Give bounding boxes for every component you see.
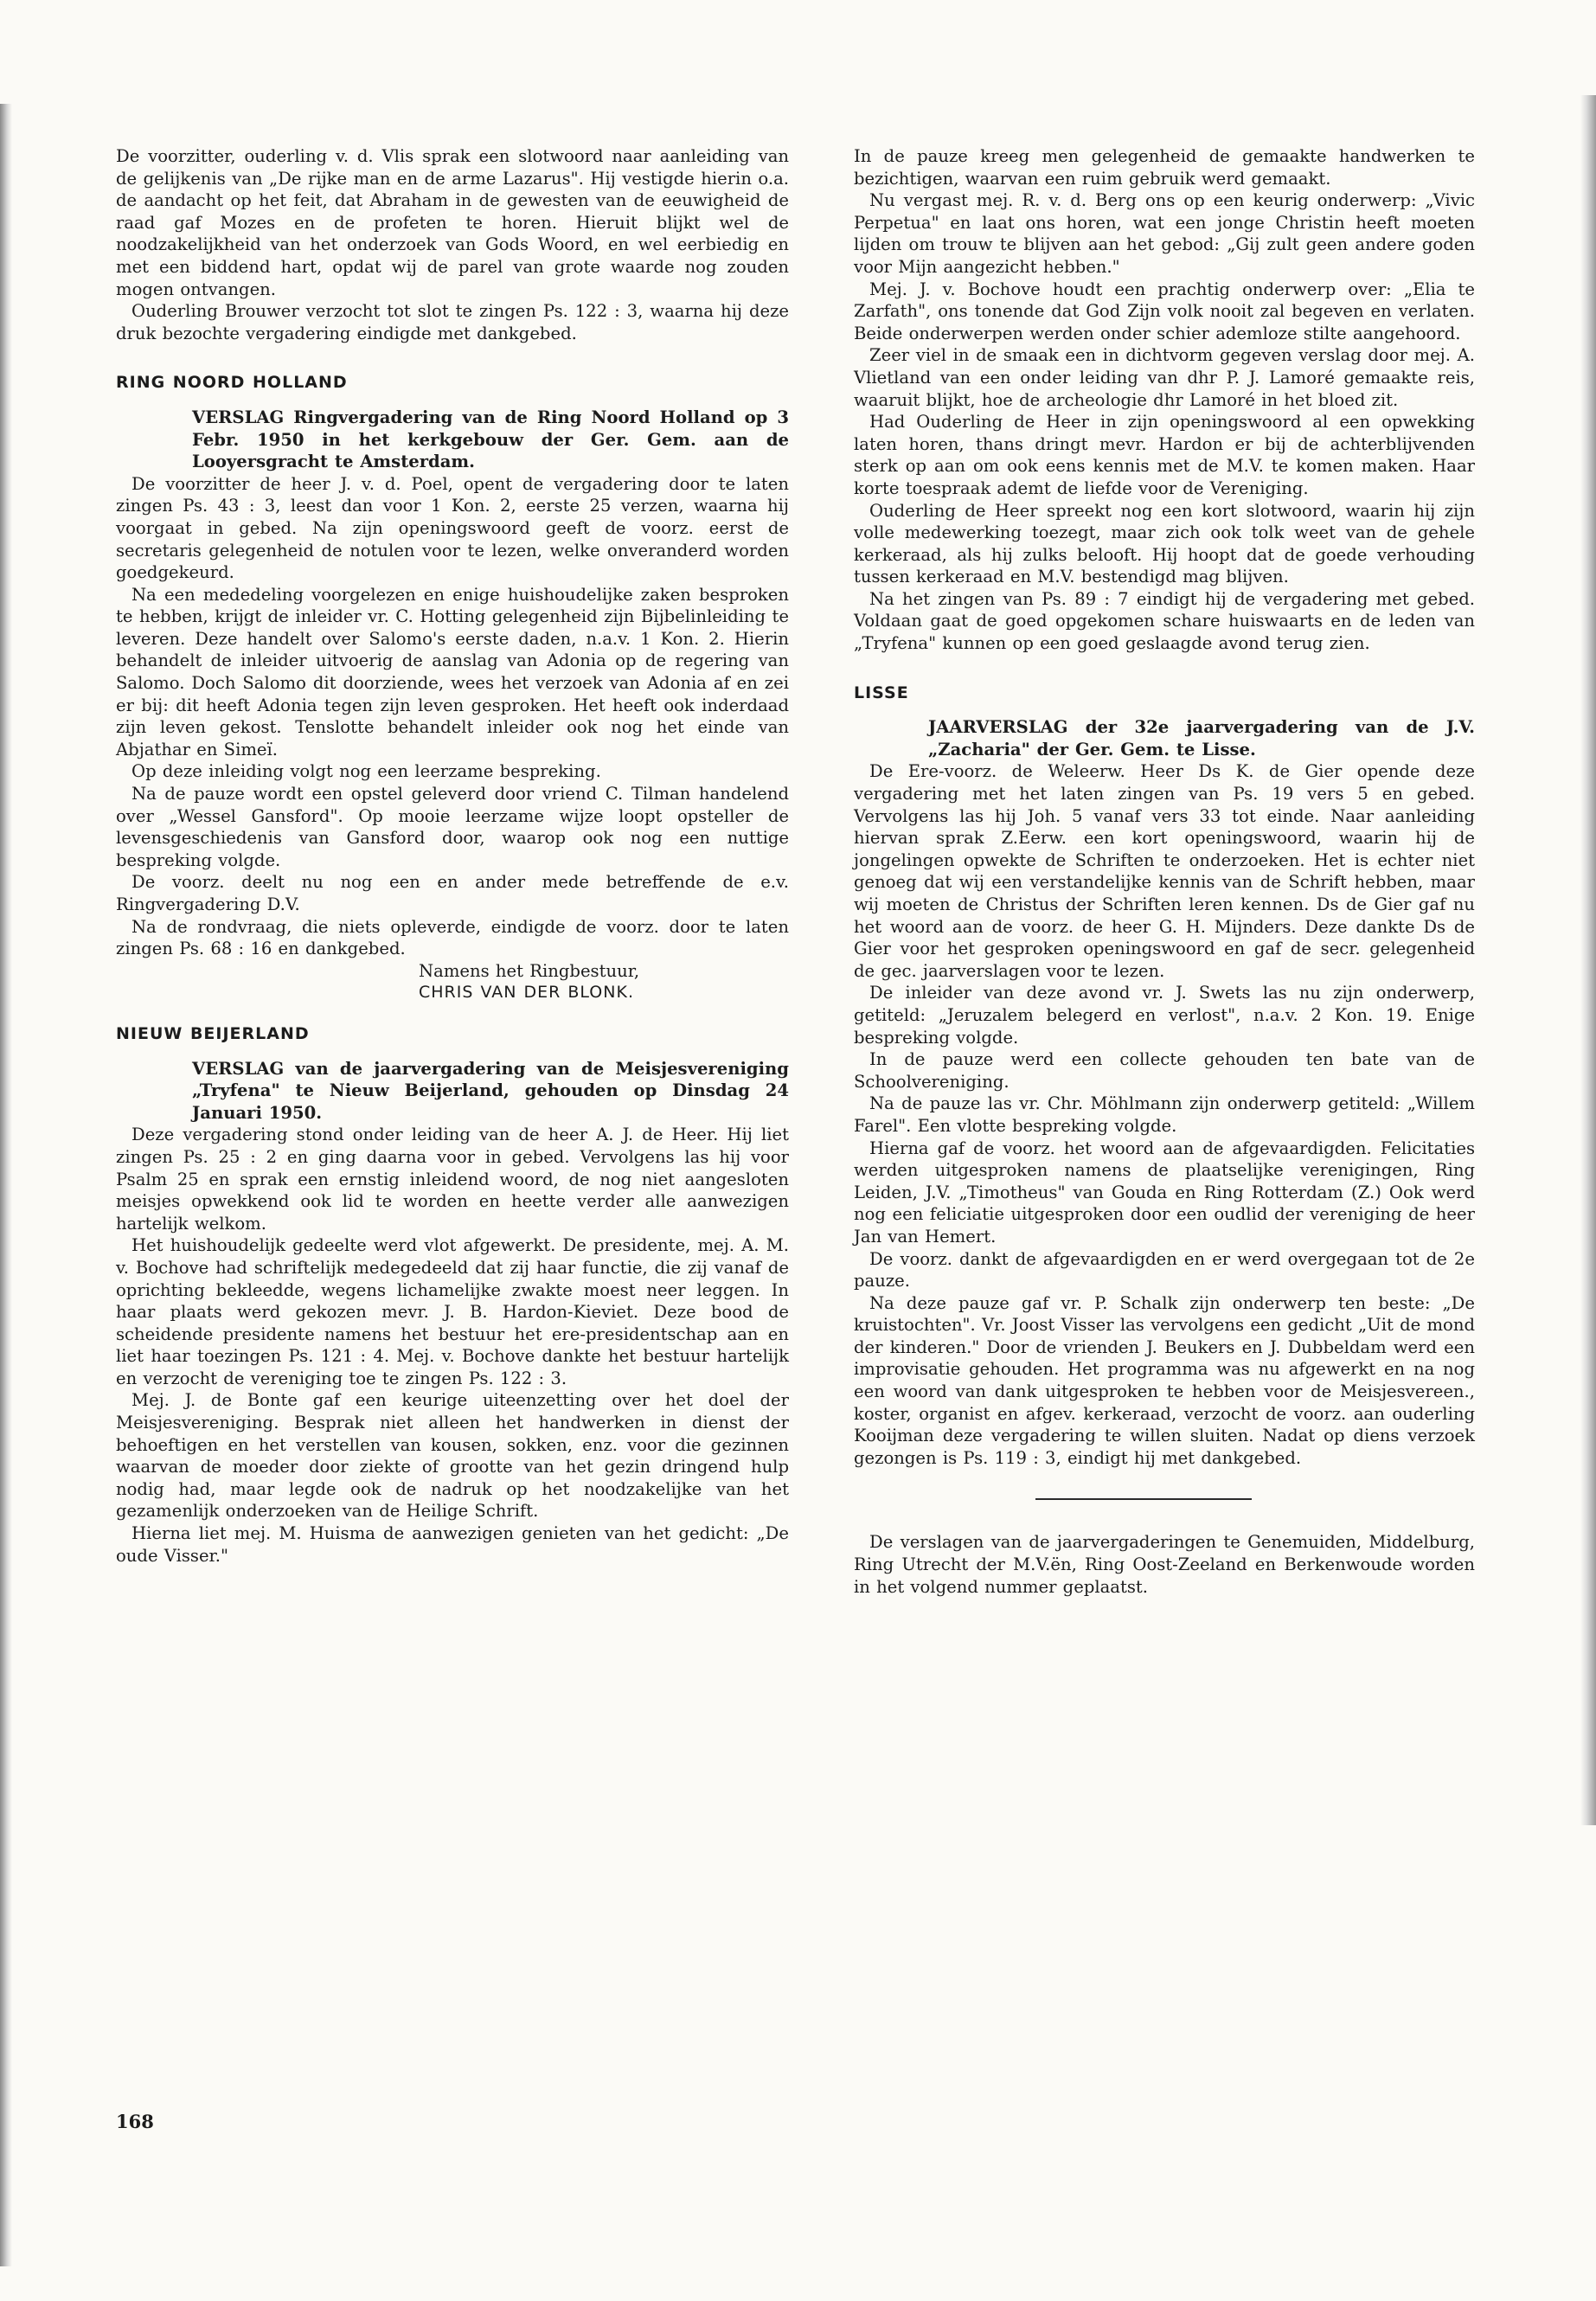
section-heading-nieuw-beijerland: NIEUW BEIJERLAND xyxy=(116,1023,310,1043)
paragraph: Na het zingen van Ps. 89 : 7 eindigt hij de vergadering met gebed. Voldaan gaat de goed opgekomen schare huiswaarts en de leden van „Tryfena" kunnen op een goed geslaagde avond terug zien. xyxy=(854,588,1475,654)
right-column xyxy=(854,145,1475,1598)
paragraph: Had Ouderling de Heer in zijn openingswoord al een opwekking laten horen, thans dringt mevr. Hardon er bij de achterblijvenden sterk op aan om ook eens kennis met de M.V. te komen maken. Haar korte toespraak ademt de liefde voor de Vereniging. xyxy=(854,412,1475,498)
paragraph: Na de rondvraag, die niets opleverde, eindigde de voorz. door te laten zingen Ps. 68 : 16 en dankgebed. xyxy=(116,916,789,959)
paragraph: De Ere-voorz. de Weleerw. Heer Ds K. de Gier opende deze vergadering met het laten zingen van Ps. 19 vers 5 en gebed. Vervolgens las hij Joh. 5 vanaf vers 33 tot einde. Naar aanleiding hiervan sprak Z.Eerw. een kort openingswoord, waarin hij de jongelingen opwekte de Schriften te onderzoeken. Het is echter niet genoeg dat wij een verstandelijke kennis van de Schrift hebben, maar wij moeten de Christus der Schriften leren kennen. Ds de Gier gaf nu het woord aan de voorz. de heer G. H. Mijnders. Deze dankte Ds de Gier voor het gesproken openingswoord en gaf de secr. gelegenheid de gec. jaarverslagen voor te lezen. xyxy=(854,761,1475,981)
paragraph: De inleider van deze avond vr. J. Swets las nu zijn onderwerp, getiteld: „Jeruzalem belegerd en verlost", n.a.v. 2 Kon. 19. Enige bespreking volgde. xyxy=(854,983,1475,1048)
paragraph: De voorzitter, ouderling v. d. Vlis sprak een slotwoord naar aanleiding van de gelijkenis van „De rijke man en de arme Lazarus". Hij vestigde hierin o.a. de aandacht op het feit, dat Abraham in de gewesten van de eeuwigheid de raad gaf Mozes en de profeten te horen. Hieruit blijkt wel de noodzakelijkheid van het onderzoek van Gods Woord, en wel eerbiedig en met een biddend hart, opdat wij de parel van grote waarde nog zouden mogen ontvangen. xyxy=(116,146,789,299)
report-title: JAARVERSLAG der 32e jaarvergadering van de J.V. „Zacharia" der Ger. Gem. te Lisse. xyxy=(928,717,1475,760)
paragraph: Nu vergast mej. R. v. d. Berg ons op een keurig onderwerp: „Vivic Perpetua" en laat ons horen, wat een jonge Christin heeft moeten lijden om trouw te blijven aan het gebod: „Gij zult geen andere goden voor Mijn aangezicht hebben." xyxy=(854,190,1475,277)
left-column xyxy=(116,145,789,1567)
section-heading-ring-noord-holland: RING NOORD HOLLAND xyxy=(116,373,348,393)
scan-edge-left xyxy=(0,104,12,2266)
signature-line: Namens het Ringbestuur, xyxy=(419,960,640,981)
page-number: 168 xyxy=(116,2111,154,2132)
paragraph: Na de pauze wordt een opstel geleverd door vriend C. Tilman handelend over „Wessel Gansford". Op mooie leerzame wijze loopt opsteller de levensgeschiedenis van Gansford door, waarop ook nog een nuttige bespreking volgde. xyxy=(116,784,789,870)
scan-edge-right xyxy=(1580,95,1596,1825)
paragraph: De voorz. dankt de afgevaardigden en er werd overgegaan tot de 2e pauze. xyxy=(854,1248,1475,1292)
paragraph: Deze vergadering stond onder leiding van de heer A. J. de Heer. Hij liet zingen Ps. 25 : 2 en ging daarna voor in gebed. Vervolgens las hij voor Psalm 25 en sprak een ernstig inleidend woord, de nog niet aangesloten meisjes opwekkend ook lid te worden en heette verder alle aanwezigen hartelijk welkom. xyxy=(116,1125,789,1234)
signature-name: CHRIS VAN DER BLONK. xyxy=(419,983,634,1003)
paragraph: De voorzitter de heer J. v. d. Poel, opent de vergadering door te laten zingen Ps. 43 : 3, leest dan voor 1 Kon. 2, eerste 25 verzen, waarna hij voorgaat in gebed. Na zijn openingswoord geeft de voorz. eerst de secretaris gelegenheid de notulen voor te lezen, welke onveranderd worden goedgekeurd. xyxy=(116,473,789,583)
paragraph: Zeer viel in de smaak een in dichtvorm gegeven verslag door mej. A. Vlietland van een onder leiding van dhr P. J. Lamoré gemaakte reis, waaruit blijkt, hoe de archeologie dhr Lamoré in het bloed zit. xyxy=(854,345,1475,410)
paragraph: Na deze pauze gaf vr. P. Schalk zijn onderwerp ten beste: „De kruistochten". Vr. Joost Visser las vervolgens een gedicht „Uit de mond der kinderen." Door de vrienden J. Beukers en J. Dubbeldam werd een improvisatie gehouden. Het programma was nu afgewerkt en na nog een woord van dank uitgesproken te hebben voor de Meisjesvereen., koster, organist en afgev. kerkeraad, verzocht de voorz. aan ouderling Kooijman deze vergadering te willen sluiten. Nadat op diens verzoek gezongen is Ps. 119 : 3, eindigt hij met dankgebed. xyxy=(854,1292,1475,1468)
report-title: VERSLAG van de jaarvergadering van de Meisjesvereniging „Tryfena" te Nieuw Beijerland, gehouden op Dinsdag 24 Januari 1950. xyxy=(192,1058,789,1123)
paragraph: Hierna liet mej. M. Huisma de aanwezigen genieten van het gedicht: „De oude Visser." xyxy=(116,1523,789,1566)
section-heading-lisse: LISSE xyxy=(854,683,909,702)
paragraph: Het huishoudelijk gedeelte werd vlot afgewerkt. De presidente, mej. A. M. v. Bochove had schriftelijk medegedeeld dat zij haar functie, die zij vanaf de oprichting bekleedde, wegens lichamelijke zwakte moest neer leggen. In haar plaats werd gekozen mevr. J. B. Hardon-Kieviet. Deze bood de scheidende presidente namens het bestuur het ere-presidentschap aan en liet haar toezingen Ps. 121 : 4. Mej. v. Bochove dankte het bestuur hartelijk en verzocht de vereniging toe te zingen Ps. 122 : 3. xyxy=(116,1235,789,1388)
paragraph: De voorz. deelt nu nog een en ander mede betreffende de e.v. Ringvergadering D.V. xyxy=(116,872,789,914)
paragraph: Na de pauze las vr. Chr. Möhlmann zijn onderwerp getiteld: „Willem Farel". Een vlotte bespreking volgde. xyxy=(854,1093,1475,1136)
closing-note: De verslagen van de jaarvergaderingen te Genemuiden, Middelburg, Ring Utrecht der M.V.ën, Ring Oost-Zeeland en Berkenwoude worden in het volgend nummer geplaatst. xyxy=(854,1532,1475,1597)
paragraph: Mej. J. v. Bochove houdt een prachtig onderwerp over: „Elia te Zarfath", ons tonende dat God Zijn volk nooit zal begeven en verlaten. Beide onderwerpen werden onder schier ademloze stilte aangehoord. xyxy=(854,279,1475,343)
paragraph: In de pauze kreeg men gelegenheid de gemaakte handwerken te bezichtigen, waarvan een ruim gebruik werd gemaakt. xyxy=(854,146,1475,189)
paragraph: Hierna gaf de voorz. het woord aan de afgevaardigden. Felicitaties werden uitgesproken namens de plaatselijke verenigingen, Ring Leiden, J.V. „Timotheus" van Gouda en Ring Rotterdam (Z.) Ook werd nog een feliciatie uitgesproken door een oudlid der vereniging de heer Jan van Hemert. xyxy=(854,1138,1475,1247)
paragraph: Na een mededeling voorgelezen en enige huishoudelijke zaken besproken te hebben, krijgt de inleider vr. C. Hotting gelegenheid zijn Bijbelinleiding te leveren. Deze handelt over Salomo's eerste daden, n.a.v. 1 Kon. 2. Hierin behandelt de inleider uitvoerig de aanslag van Adonia op de regering van Salomo. Doch Salomo dit doorziende, wees het verzoek van Adonia af en zei er bij: dit heeft Adonia tegen zijn leven gesproken. Het heeft ook inderdaad zijn leven gekost. Tenslotte behandelt inleider ook nog het einde van Abjathar en Simeï. xyxy=(116,584,789,760)
report-title: VERSLAG Ringvergadering van de Ring Noord Holland op 3 Febr. 1950 in het kerkgebouw der Ger. Gem. aan de Looyersgracht te Amsterdam. xyxy=(192,407,789,472)
paragraph: Op deze inleiding volgt nog een leerzame bespreking. xyxy=(131,761,601,782)
paragraph: In de pauze werd een collecte gehouden ten bate van de Schoolvereniging. xyxy=(854,1049,1475,1092)
paragraph: Mej. J. de Bonte gaf een keurige uiteenzetting over het doel der Meisjesvereniging. Besprak niet alleen het handwerken in dienst der behoeftigen en het verstellen van kousen, sokken, enz. voor die gezinnen waarvan de moeder door ziekte of grootte van het gezin dringend hulp nodig had, maar legde ook de nadruk op het noodzakelijke van het gezamenlijk onderzoeken van de Heilige Schrift. xyxy=(116,1390,789,1522)
section-divider xyxy=(1035,1498,1252,1500)
paragraph: Ouderling de Heer spreekt nog een kort slotwoord, waarin hij zijn volle medewerking toezegt, maar zich ook tolk weet van de gehele kerkeraad, als hij zulks belooft. Hij hoopt dat de goede verhouding tussen kerkeraad en M.V. bestendigd mag blijven. xyxy=(854,500,1475,587)
paragraph: Ouderling Brouwer verzocht tot slot te zingen Ps. 122 : 3, waarna hij deze druk bezochte vergadering eindigde met dankgebed. xyxy=(116,301,789,343)
